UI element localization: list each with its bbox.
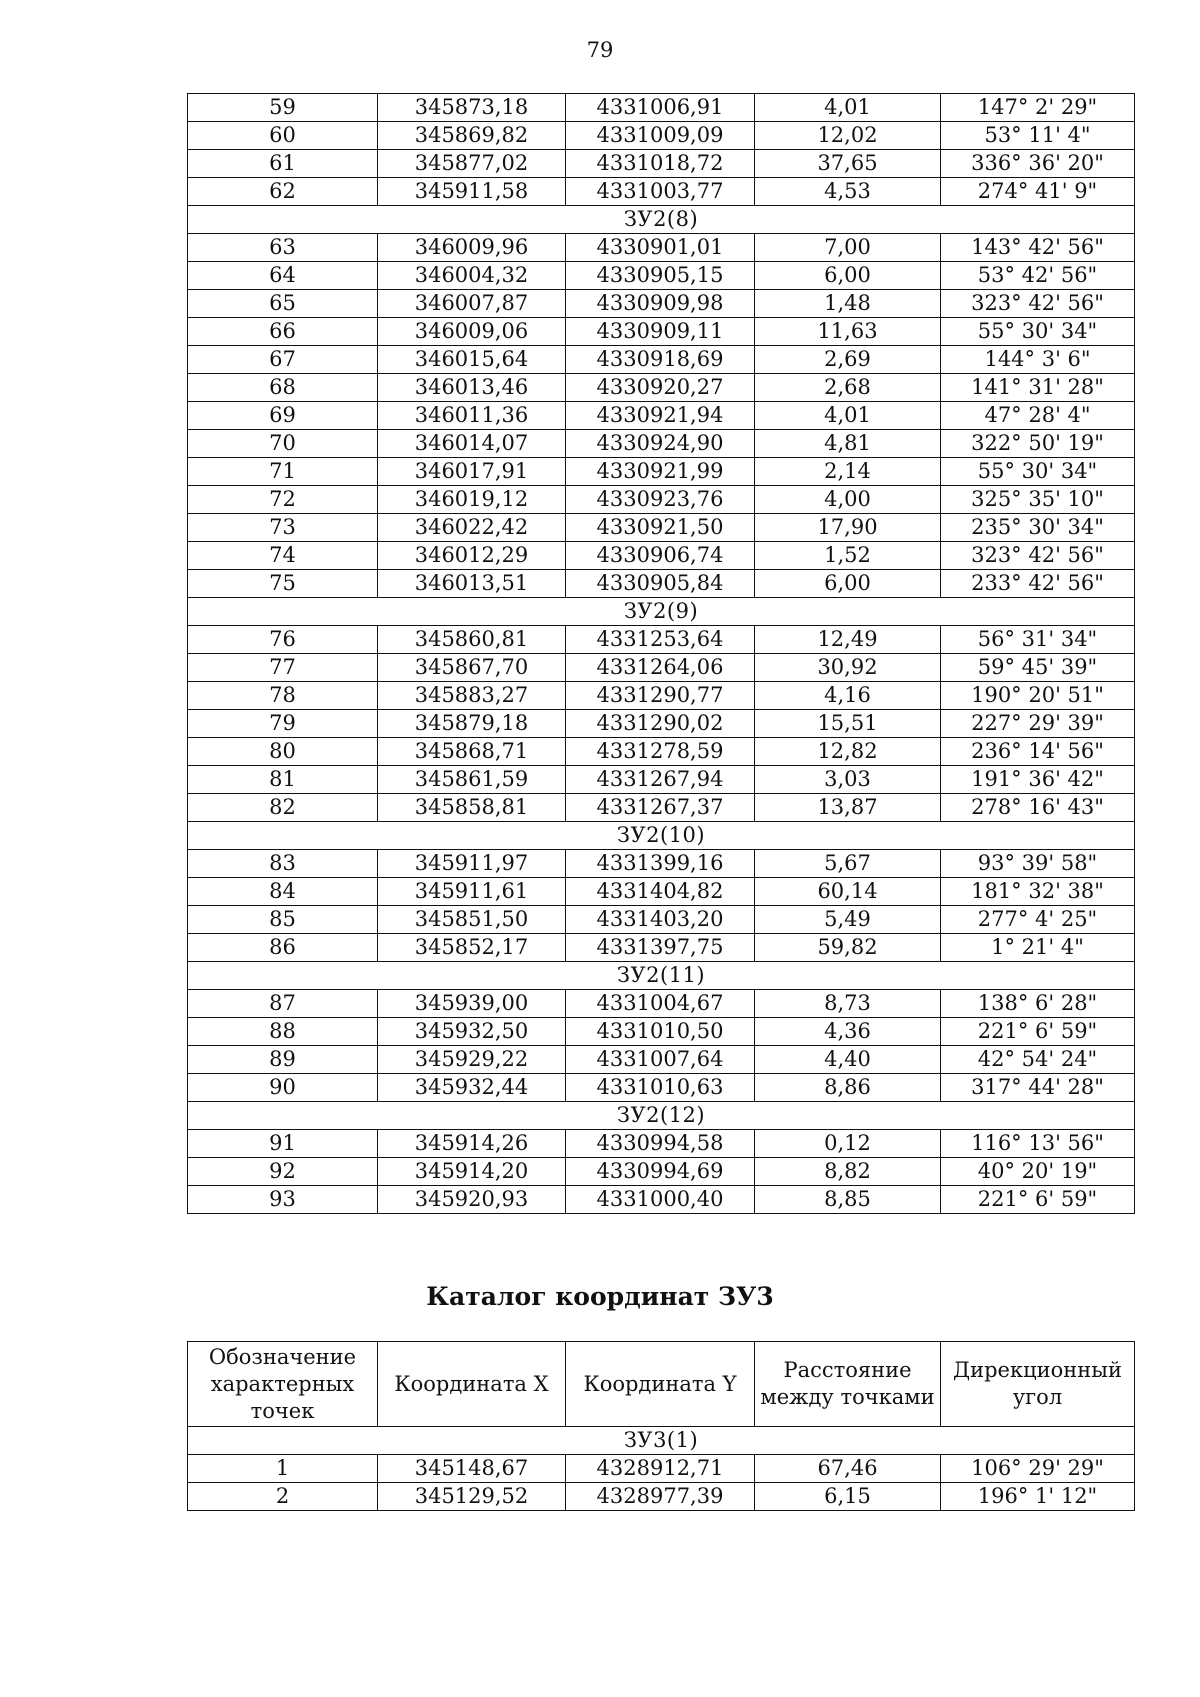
table-row (188, 766, 1135, 794)
coord-x-cell: 346007,87 (378, 290, 566, 318)
distance-cell: 5,67 (755, 850, 941, 878)
header-y: Координата Y (566, 1342, 755, 1427)
coord-y-cell: 4331010,63 (566, 1074, 755, 1102)
angle-cell: 42° 54' 24" (941, 1046, 1135, 1074)
distance-cell: 8,85 (755, 1186, 941, 1214)
point-cell: 85 (188, 906, 378, 934)
section-title: Каталог координат ЗУ3 (426, 1282, 774, 1311)
point-cell: 71 (188, 458, 378, 486)
angle-cell: 47° 28' 4" (941, 402, 1135, 430)
table-row (188, 262, 1135, 290)
point-cell: 79 (188, 710, 378, 738)
point-cell: 93 (188, 1186, 378, 1214)
angle-cell: 323° 42' 56" (941, 290, 1135, 318)
coord-y-cell: 4330994,58 (566, 1130, 755, 1158)
coord-x-cell: 345867,70 (378, 654, 566, 682)
distance-cell: 6,00 (755, 570, 941, 598)
table-row (188, 346, 1135, 374)
angle-cell: 93° 39' 58" (941, 850, 1135, 878)
table-row (188, 374, 1135, 402)
table-row (188, 178, 1135, 206)
coord-y-cell: 4328977,39 (566, 1483, 755, 1511)
angle-cell: 233° 42' 56" (941, 570, 1135, 598)
point-cell: 84 (188, 878, 378, 906)
coord-y-cell: 4331278,59 (566, 738, 755, 766)
angle-cell: 56° 31' 34" (941, 626, 1135, 654)
point-cell: 81 (188, 766, 378, 794)
coord-x-cell: 346017,91 (378, 458, 566, 486)
table-row (188, 1483, 1135, 1511)
distance-cell: 12,49 (755, 626, 941, 654)
point-cell: 89 (188, 1046, 378, 1074)
angle-cell: 336° 36' 20" (941, 150, 1135, 178)
point-cell: 74 (188, 542, 378, 570)
group-label: ЗУ2(12) (188, 1102, 1135, 1130)
table-row (188, 738, 1135, 766)
table-row (188, 1158, 1135, 1186)
coord-y-cell: 4330905,84 (566, 570, 755, 598)
table-row (188, 542, 1135, 570)
point-cell: 77 (188, 654, 378, 682)
coord-x-cell: 345868,71 (378, 738, 566, 766)
coord-x-cell: 346015,64 (378, 346, 566, 374)
point-cell: 90 (188, 1074, 378, 1102)
coord-x-cell: 346004,32 (378, 262, 566, 290)
point-cell: 65 (188, 290, 378, 318)
coord-y-cell: 4331018,72 (566, 150, 755, 178)
coord-x-cell: 345911,61 (378, 878, 566, 906)
coord-x-cell: 345939,00 (378, 990, 566, 1018)
distance-cell: 1,48 (755, 290, 941, 318)
coord-y-cell: 4331267,94 (566, 766, 755, 794)
angle-cell: 325° 35' 10" (941, 486, 1135, 514)
angle-cell: 235° 30' 34" (941, 514, 1135, 542)
distance-cell: 2,69 (755, 346, 941, 374)
coord-x-cell: 345920,93 (378, 1186, 566, 1214)
table-row (188, 850, 1135, 878)
table-row (188, 794, 1135, 822)
angle-cell: 106° 29' 29" (941, 1455, 1135, 1483)
distance-cell: 4,40 (755, 1046, 941, 1074)
group-row (188, 822, 1135, 850)
coord-y-cell: 4331264,06 (566, 654, 755, 682)
angle-cell: 278° 16' 43" (941, 794, 1135, 822)
coord-y-cell: 4331004,67 (566, 990, 755, 1018)
table-row (188, 430, 1135, 458)
table-row (188, 514, 1135, 542)
coord-x-cell: 345861,59 (378, 766, 566, 794)
point-cell: 73 (188, 514, 378, 542)
coord-y-cell: 4331397,75 (566, 934, 755, 962)
coord-x-cell: 346019,12 (378, 486, 566, 514)
group-label: ЗУ2(9) (188, 598, 1135, 626)
coord-y-cell: 4331399,16 (566, 850, 755, 878)
coord-x-cell: 346012,29 (378, 542, 566, 570)
angle-cell: 141° 31' 28" (941, 374, 1135, 402)
distance-cell: 2,14 (755, 458, 941, 486)
table-row (188, 290, 1135, 318)
header-distance: Расстояние между точками (755, 1342, 941, 1427)
coord-x-cell: 345914,20 (378, 1158, 566, 1186)
distance-cell: 4,53 (755, 178, 941, 206)
distance-cell: 4,01 (755, 94, 941, 122)
point-cell: 69 (188, 402, 378, 430)
table-row (188, 234, 1135, 262)
distance-cell: 13,87 (755, 794, 941, 822)
angle-cell: 221° 6' 59" (941, 1018, 1135, 1046)
coord-y-cell: 4330918,69 (566, 346, 755, 374)
point-cell: 86 (188, 934, 378, 962)
distance-cell: 12,82 (755, 738, 941, 766)
table-row (188, 1130, 1135, 1158)
point-cell: 87 (188, 990, 378, 1018)
angle-cell: 143° 42' 56" (941, 234, 1135, 262)
table-row (188, 934, 1135, 962)
distance-cell: 8,86 (755, 1074, 941, 1102)
angle-cell: 181° 32' 38" (941, 878, 1135, 906)
coord-y-cell: 4330921,50 (566, 514, 755, 542)
coord-y-cell: 4331404,82 (566, 878, 755, 906)
coord-x-cell: 345873,18 (378, 94, 566, 122)
coord-x-cell: 346011,36 (378, 402, 566, 430)
angle-cell: 196° 1' 12" (941, 1483, 1135, 1511)
coord-x-cell: 345883,27 (378, 682, 566, 710)
point-cell: 83 (188, 850, 378, 878)
angle-cell: 147° 2' 29" (941, 94, 1135, 122)
header-point: Обозначение характерных точек (188, 1342, 378, 1427)
table-row (188, 94, 1135, 122)
coord-y-cell: 4330921,99 (566, 458, 755, 486)
table-row (188, 122, 1135, 150)
coord-y-cell: 4331000,40 (566, 1186, 755, 1214)
angle-cell: 53° 42' 56" (941, 262, 1135, 290)
distance-cell: 2,68 (755, 374, 941, 402)
angle-cell: 227° 29' 39" (941, 710, 1135, 738)
angle-cell: 144° 3' 6" (941, 346, 1135, 374)
table-row (188, 626, 1135, 654)
group-row (188, 962, 1135, 990)
distance-cell: 17,90 (755, 514, 941, 542)
zu3-coordinates-table (187, 1341, 1135, 1511)
coord-y-cell: 4330905,15 (566, 262, 755, 290)
table-header-row (188, 1342, 1135, 1427)
distance-cell: 12,02 (755, 122, 941, 150)
group-row (188, 598, 1135, 626)
coord-x-cell: 345877,02 (378, 150, 566, 178)
point-cell: 78 (188, 682, 378, 710)
distance-cell: 37,65 (755, 150, 941, 178)
coord-x-cell: 345932,50 (378, 1018, 566, 1046)
coord-y-cell: 4330901,01 (566, 234, 755, 262)
group-row (188, 1102, 1135, 1130)
angle-cell: 317° 44' 28" (941, 1074, 1135, 1102)
point-cell: 2 (188, 1483, 378, 1511)
point-cell: 62 (188, 178, 378, 206)
coord-x-cell: 345932,44 (378, 1074, 566, 1102)
distance-cell: 30,92 (755, 654, 941, 682)
table-row (188, 682, 1135, 710)
table-row (188, 1018, 1135, 1046)
table-row (188, 458, 1135, 486)
coord-y-cell: 4331253,64 (566, 626, 755, 654)
group-label: ЗУ2(8) (188, 206, 1135, 234)
coord-y-cell: 4331403,20 (566, 906, 755, 934)
table-row (188, 318, 1135, 346)
angle-cell: 274° 41' 9" (941, 178, 1135, 206)
group-label: ЗУ2(10) (188, 822, 1135, 850)
coord-y-cell: 4331007,64 (566, 1046, 755, 1074)
point-cell: 75 (188, 570, 378, 598)
distance-cell: 67,46 (755, 1455, 941, 1483)
distance-cell: 59,82 (755, 934, 941, 962)
coord-x-cell: 346013,46 (378, 374, 566, 402)
coordinates-table (187, 93, 1135, 1214)
angle-cell: 138° 6' 28" (941, 990, 1135, 1018)
coord-x-cell: 345129,52 (378, 1483, 566, 1511)
coord-y-cell: 4330994,69 (566, 1158, 755, 1186)
distance-cell: 6,00 (755, 262, 941, 290)
point-cell: 70 (188, 430, 378, 458)
table-row (188, 402, 1135, 430)
angle-cell: 236° 14' 56" (941, 738, 1135, 766)
distance-cell: 6,15 (755, 1483, 941, 1511)
distance-cell: 4,16 (755, 682, 941, 710)
point-cell: 76 (188, 626, 378, 654)
coord-x-cell: 345911,97 (378, 850, 566, 878)
coord-y-cell: 4331267,37 (566, 794, 755, 822)
coord-y-cell: 4331006,91 (566, 94, 755, 122)
table-row (188, 906, 1135, 934)
coord-y-cell: 4330909,11 (566, 318, 755, 346)
coord-y-cell: 4330920,27 (566, 374, 755, 402)
coord-x-cell: 346014,07 (378, 430, 566, 458)
point-cell: 59 (188, 94, 378, 122)
angle-cell: 277° 4' 25" (941, 906, 1135, 934)
coord-x-cell: 345914,26 (378, 1130, 566, 1158)
coord-x-cell: 345858,81 (378, 794, 566, 822)
point-cell: 68 (188, 374, 378, 402)
angle-cell: 59° 45' 39" (941, 654, 1135, 682)
point-cell: 91 (188, 1130, 378, 1158)
table-row (188, 150, 1135, 178)
group-row (188, 1427, 1135, 1455)
coord-y-cell: 4331290,77 (566, 682, 755, 710)
zu3-coordinates-table-body (188, 1427, 1135, 1511)
point-cell: 82 (188, 794, 378, 822)
coord-y-cell: 4328912,71 (566, 1455, 755, 1483)
header-x: Координата X (378, 1342, 566, 1427)
angle-cell: 53° 11' 4" (941, 122, 1135, 150)
coord-y-cell: 4330921,94 (566, 402, 755, 430)
table-row (188, 1074, 1135, 1102)
point-cell: 80 (188, 738, 378, 766)
point-cell: 67 (188, 346, 378, 374)
coord-x-cell: 345852,17 (378, 934, 566, 962)
point-cell: 66 (188, 318, 378, 346)
distance-cell: 15,51 (755, 710, 941, 738)
angle-cell: 323° 42' 56" (941, 542, 1135, 570)
coord-y-cell: 4330923,76 (566, 486, 755, 514)
distance-cell: 4,81 (755, 430, 941, 458)
coord-x-cell: 346009,06 (378, 318, 566, 346)
distance-cell: 60,14 (755, 878, 941, 906)
table-row (188, 486, 1135, 514)
table-row (188, 990, 1135, 1018)
angle-cell: 221° 6' 59" (941, 1186, 1135, 1214)
coord-x-cell: 346013,51 (378, 570, 566, 598)
point-cell: 72 (188, 486, 378, 514)
table-row (188, 1046, 1135, 1074)
distance-cell: 4,01 (755, 402, 941, 430)
group-label: ЗУ3(1) (188, 1427, 1135, 1455)
angle-cell: 55° 30' 34" (941, 318, 1135, 346)
point-cell: 64 (188, 262, 378, 290)
angle-cell: 190° 20' 51" (941, 682, 1135, 710)
angle-cell: 40° 20' 19" (941, 1158, 1135, 1186)
distance-cell: 8,82 (755, 1158, 941, 1186)
angle-cell: 322° 50' 19" (941, 430, 1135, 458)
coord-x-cell: 345929,22 (378, 1046, 566, 1074)
table-row (188, 1186, 1135, 1214)
page-number: 79 (586, 38, 614, 62)
distance-cell: 4,00 (755, 486, 941, 514)
point-cell: 63 (188, 234, 378, 262)
table-row (188, 878, 1135, 906)
coord-x-cell: 346022,42 (378, 514, 566, 542)
coord-x-cell: 346009,96 (378, 234, 566, 262)
point-cell: 88 (188, 1018, 378, 1046)
distance-cell: 1,52 (755, 542, 941, 570)
coord-x-cell: 345879,18 (378, 710, 566, 738)
group-row (188, 206, 1135, 234)
point-cell: 61 (188, 150, 378, 178)
point-cell: 1 (188, 1455, 378, 1483)
angle-cell: 1° 21' 4" (941, 934, 1135, 962)
coord-y-cell: 4331010,50 (566, 1018, 755, 1046)
table-row (188, 654, 1135, 682)
point-cell: 92 (188, 1158, 378, 1186)
coord-x-cell: 345148,67 (378, 1455, 566, 1483)
coord-y-cell: 4330906,74 (566, 542, 755, 570)
coord-y-cell: 4331009,09 (566, 122, 755, 150)
distance-cell: 3,03 (755, 766, 941, 794)
coordinates-table-body (188, 94, 1135, 1214)
coord-x-cell: 345851,50 (378, 906, 566, 934)
distance-cell: 4,36 (755, 1018, 941, 1046)
coord-x-cell: 345911,58 (378, 178, 566, 206)
coord-y-cell: 4330924,90 (566, 430, 755, 458)
angle-cell: 191° 36' 42" (941, 766, 1135, 794)
header-angle: Дирекционный угол (941, 1342, 1135, 1427)
group-label: ЗУ2(11) (188, 962, 1135, 990)
table-row (188, 570, 1135, 598)
distance-cell: 8,73 (755, 990, 941, 1018)
coord-y-cell: 4331290,02 (566, 710, 755, 738)
angle-cell: 55° 30' 34" (941, 458, 1135, 486)
table-row (188, 710, 1135, 738)
distance-cell: 7,00 (755, 234, 941, 262)
distance-cell: 0,12 (755, 1130, 941, 1158)
coord-y-cell: 4331003,77 (566, 178, 755, 206)
coord-x-cell: 345869,82 (378, 122, 566, 150)
coord-y-cell: 4330909,98 (566, 290, 755, 318)
point-cell: 60 (188, 122, 378, 150)
angle-cell: 116° 13' 56" (941, 1130, 1135, 1158)
distance-cell: 5,49 (755, 906, 941, 934)
coord-x-cell: 345860,81 (378, 626, 566, 654)
distance-cell: 11,63 (755, 318, 941, 346)
table-row (188, 1455, 1135, 1483)
